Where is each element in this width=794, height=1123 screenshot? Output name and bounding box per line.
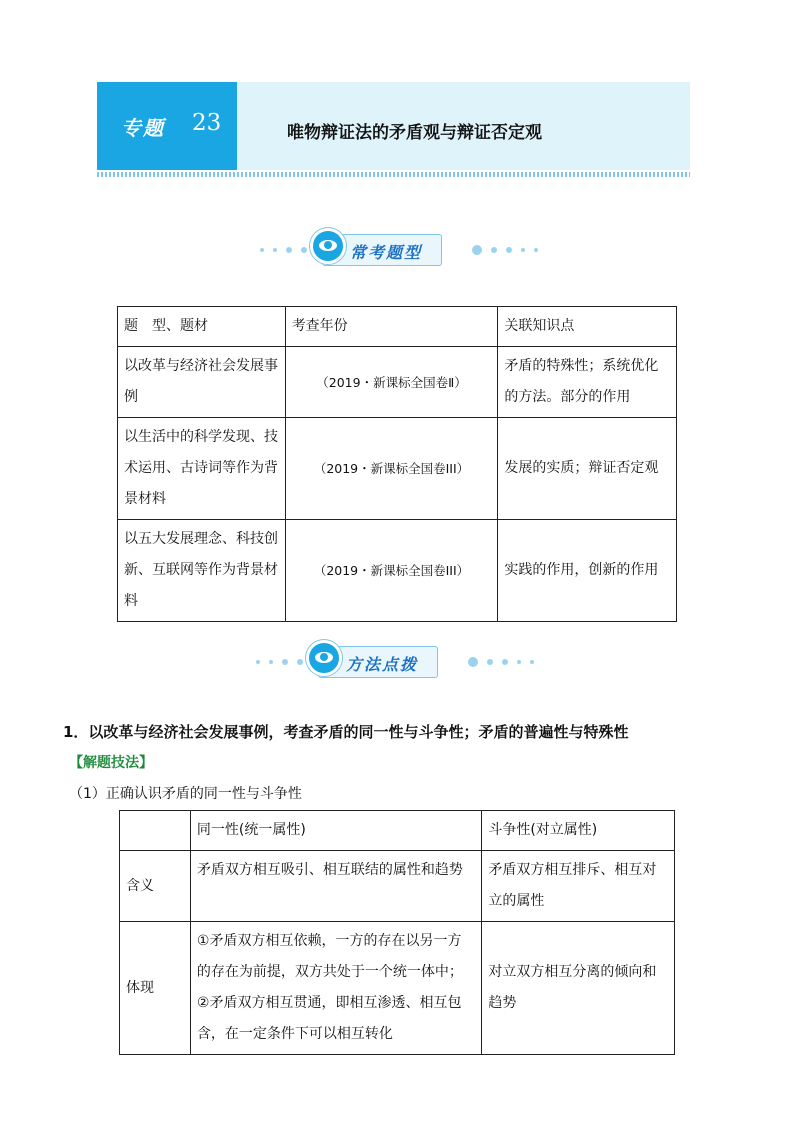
eye-icon [306,640,342,676]
table-header-row [118,307,677,347]
identity-cell: ①矛盾双方相互依赖，一方的存在以另一方的存在为前提，双方共处于一个统一体中；②矛盾双方相互贯通，即相互渗透、相互包含，在一定条件下可以相互转化 [190,922,481,1055]
topic-banner [97,82,690,170]
topic-cell: 以生活中的科学发现、技术运用、古诗词等作为背景材料 [118,418,286,520]
points-cell: 实践的作用，创新的作用 [498,520,677,622]
row-label-cell: 含义 [120,851,191,922]
table-row [120,851,675,922]
struggle-cell: 矛盾双方相互排斥、相互对立的属性 [482,851,675,922]
subheading: （1）正确认识矛盾的同一性与斗争性 [69,786,302,802]
identity-struggle-table [119,810,675,1055]
section-title: 常考题型 [350,243,423,262]
section-badge-common-types [232,228,542,268]
identity-cell: 矛盾双方相互吸引、相互联结的属性和趋势 [190,851,481,922]
year-cell: （2019・新课标全国卷III） [285,418,498,520]
exam-topics-table [117,306,677,622]
year-cell: （2019・新课标全国卷Ⅱ） [285,347,498,418]
badge-dots-right [468,657,534,667]
header-cell: 斗争性(对立属性) [482,811,675,851]
struggle-cell: 对立双方相互分离的倾向和趋势 [482,922,675,1055]
topic-label: 专题 [121,116,165,140]
table-header-row [120,811,675,851]
banner-divider [97,172,690,177]
table-row [118,520,677,622]
topic-number: 23 [192,110,222,136]
table-row [120,922,675,1055]
row-label-cell: 体现 [120,922,191,1055]
table-row [118,418,677,520]
header-cell: 考查年份 [285,307,498,347]
points-cell: 发展的实质；辩证否定观 [498,418,677,520]
header-cell: 关联知识点 [498,307,677,347]
topic-number-block [97,82,237,170]
header-cell: 同一性(统一属性) [190,811,481,851]
section-title: 方法点拨 [346,655,419,674]
topic-cell: 以五大发展理念、科技创新、互联网等作为背景材料 [118,520,286,622]
year-cell: （2019・新课标全国卷III） [285,520,498,622]
topic-cell: 以改革与经济社会发展事例 [118,347,286,418]
badge-dots-right [472,245,538,255]
header-cell: 题 型、题材 [118,307,286,347]
eye-icon [310,228,346,264]
section-badge-method-tips [228,640,538,680]
table-row [118,347,677,418]
question-heading: 1．以改革与经济社会发展事例，考查矛盾的同一性与斗争性；矛盾的普遍性与特殊性 [63,723,629,741]
tip-label: 【解题技法】 [69,755,153,771]
points-cell: 矛盾的特殊性；系统优化的方法。部分的作用 [498,347,677,418]
header-cell [120,811,191,851]
page-title: 唯物辩证法的矛盾观与辩证否定观 [287,123,542,143]
